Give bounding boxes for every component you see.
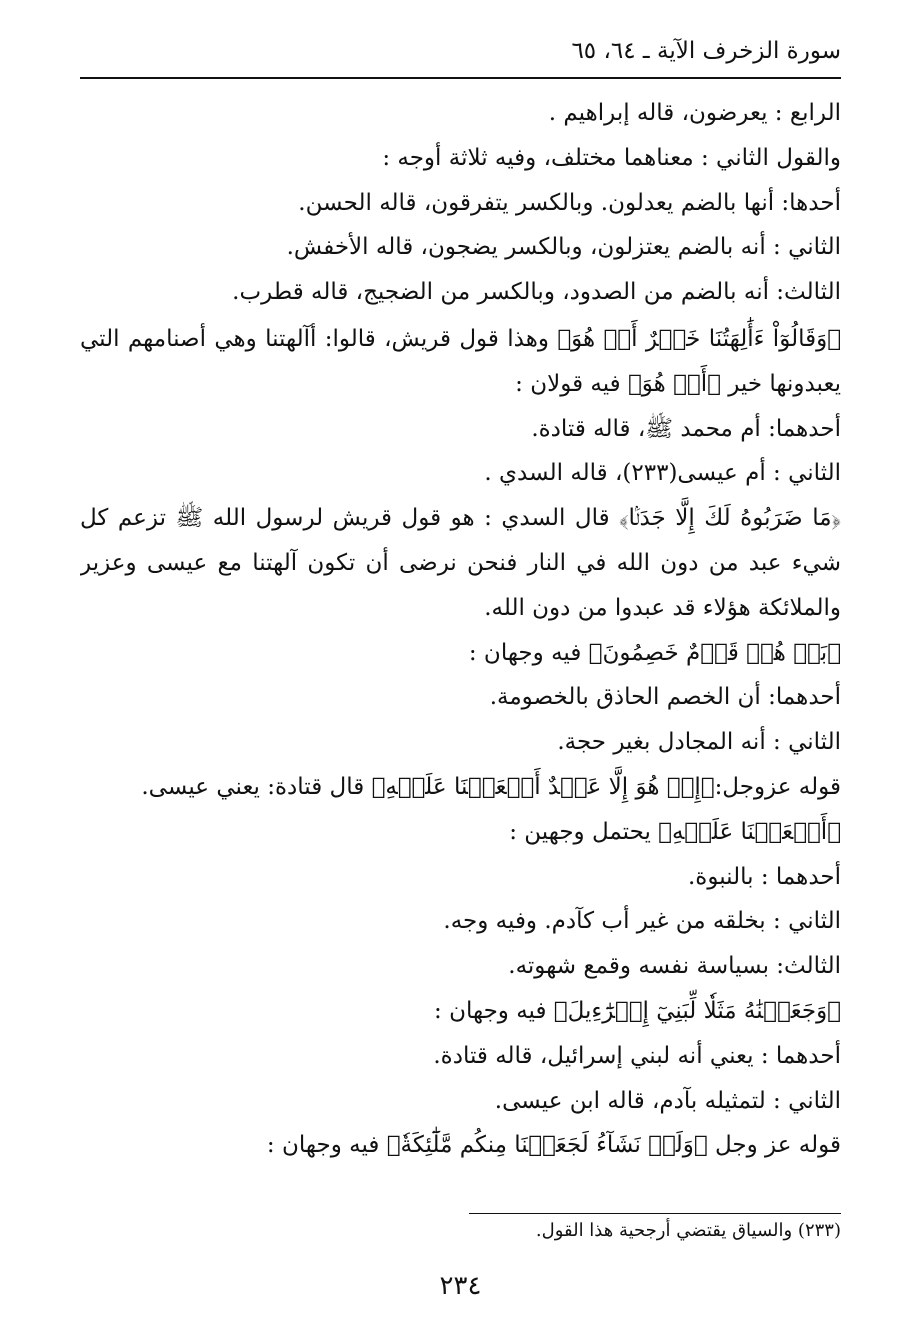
quran-verse-paragraph-2: ﴿مَا ضَرَبُوهُ لَكَ إِلَّا جَدَلَۢا﴾ قال السدي : هو قول قريش لرسول الله ﷺ تزعم كل شيء عبد من دون الله في النار فنحن نرضى أن تكون آلهتنا مع عيسى وعزير والملائكة هؤلاء قد عبدوا من دون الله. (80, 505, 841, 621)
text-line-14: ﴿أَنۡعَمۡنَا عَلَيۡهِ﴾ يحتمل وجهين : (509, 818, 841, 845)
header-rule (80, 77, 841, 79)
text-line-8: الثاني : أم عيسى(٢٣٣)، قاله السدي . (484, 460, 841, 487)
body-text (80, 91, 841, 1168)
text-line-19: أحدهما : يعني أنه لبني إسرائيل، قاله قتادة. (433, 1042, 841, 1069)
text-line-15: أحدهما : بالنبوة. (687, 863, 841, 890)
footnote: (٢٣٣) والسياق يقتضي أرجحية هذا القول. (535, 1220, 841, 1241)
footnote-rule (469, 1213, 841, 1214)
text-line-18: ﴿وَجَعَلۡنَٰهُ مَثَلٗا لِّبَنِيٓ إِسۡرَٰٓءِيلَ﴾ فيه وجهان : (434, 997, 841, 1024)
text-line-4: الثاني : أنه بالضم يعتزلون، وبالكسر يضجون، قاله الأخفش. (286, 234, 841, 261)
text-line-7: أحدهما: أم محمد ﷺ، قاله قتادة. (531, 415, 841, 442)
text-line-3: أحدها: أنها بالضم يعدلون. وبالكسر يتفرقون، قاله الحسن. (298, 189, 841, 216)
text-line-12: الثاني : أنه المجادل بغير حجة. (557, 729, 841, 756)
text-line-17: الثالث: بسياسة نفسه وقمع شهوته. (508, 953, 841, 980)
page-number: ٢٣٤ (439, 1271, 482, 1301)
text-line-13: قوله عزوجل:﴿إِنۡ هُوَ إِلَّا عَبۡدٌ أَنۡعَمۡنَا عَلَيۡهِ﴾ قال قتادة: يعني عيسى. (141, 773, 841, 800)
text-line-2: والقول الثاني : معناهما مختلف، وفيه ثلاثة أوجه : (382, 144, 841, 171)
text-line-5: الثالث: أنه بالضم من الصدود، وبالكسر من الضجيج، قاله قطرب. (232, 279, 841, 306)
text-line-21: قوله عز وجل ﴿وَلَوۡ نَشَآءُ لَجَعَلۡنَا مِنكُم مَّلَٰٓئِكَةٗ﴾ فيه وجهان : (266, 1132, 841, 1159)
text-line-20: الثاني : لتمثيله بآدم، قاله ابن عيسى. (494, 1087, 841, 1114)
text-line-16: الثاني : بخلقه من غير أب كآدم. وفيه وجه. (443, 908, 841, 935)
running-header: سورة الزخرف الآية ـ ٦٤، ٦٥ (571, 38, 841, 64)
text-line-11: أحدهما: أن الخصم الحاذق بالخصومة. (489, 684, 841, 711)
quran-verse-paragraph-1: ﴿وَقَالُوٓاْ ءَأَٰلِهَتُنَا خَيۡرٌ أَمۡ هُوَ﴾ وهذا قول قريش، قالوا: أآلهتنا وهي أصنامهم التي يعبدونها خير ﴿أَمۡ هُوَ﴾ فيه قولان : (80, 325, 841, 397)
text-line-10: ﴿بَلۡ هُمۡ قَوۡمٌ خَصِمُونَ﴾ فيه وجهان : (468, 639, 841, 666)
text-line-1: الرابع : يعرضون، قاله إبراهيم . (548, 100, 841, 126)
